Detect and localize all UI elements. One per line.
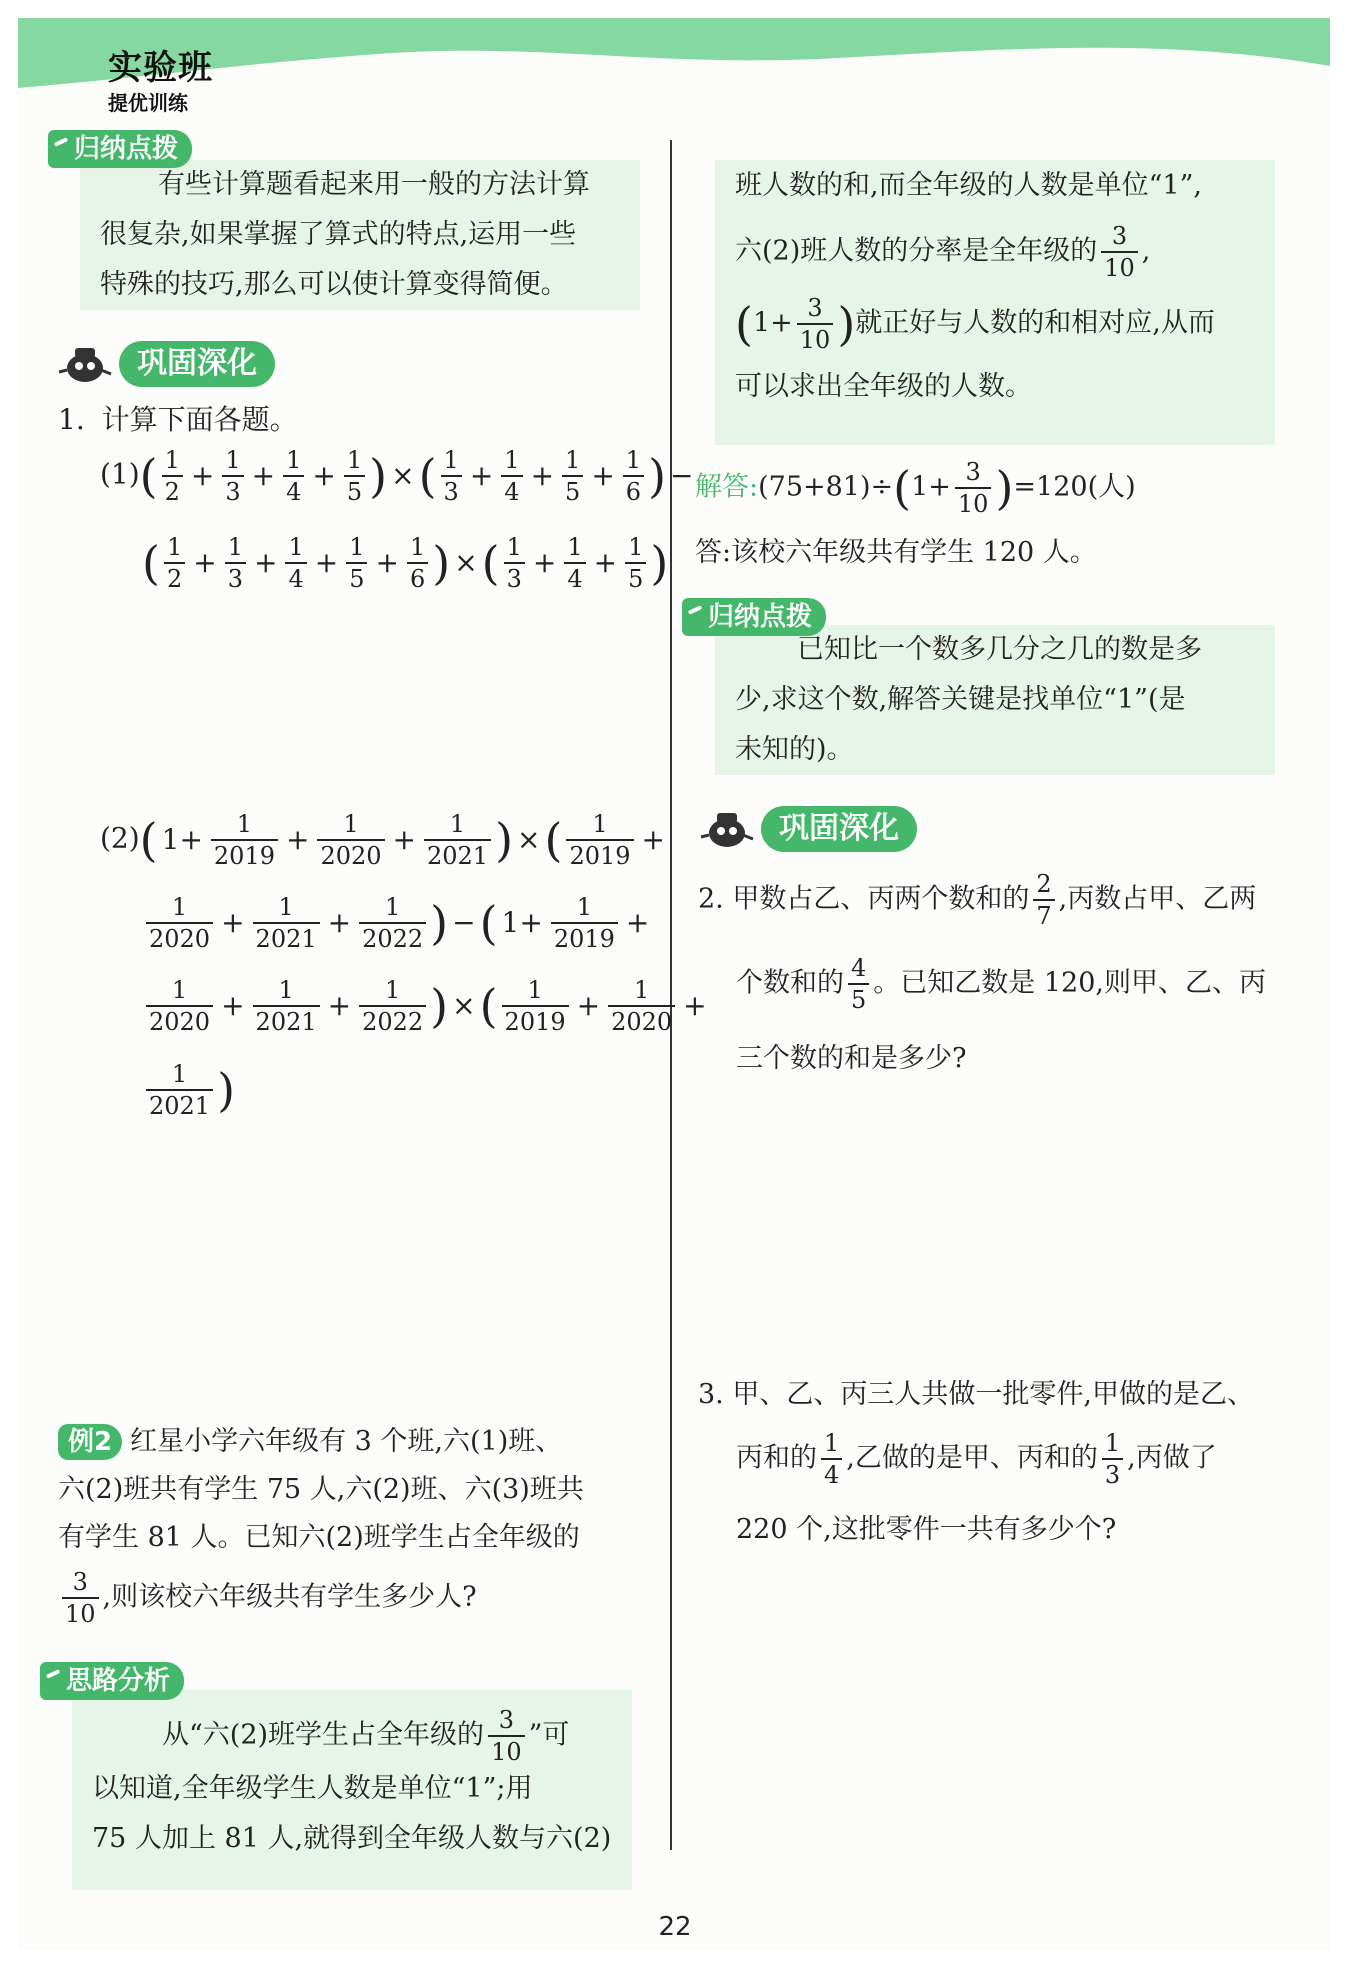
q2-text: 三个数的和是多少? (736, 1043, 967, 1074)
denominator: 3 (225, 562, 246, 591)
operator: × (517, 823, 541, 856)
parenthesis: ) (369, 449, 388, 503)
operator: 1+ (501, 906, 543, 939)
q2-text: 个数和的 (736, 967, 844, 999)
fraction (62, 1570, 99, 1626)
numerator: 3 (807, 294, 823, 322)
fraction (488, 1708, 525, 1764)
operator: + (314, 546, 339, 579)
numerator: 1 (227, 533, 243, 561)
numerator: 3 (1111, 222, 1128, 250)
parenthesis: ( (418, 449, 437, 503)
q1-part1-line1 (100, 448, 697, 504)
parenthesis: ) (432, 536, 451, 590)
denominator: 4 (564, 562, 585, 591)
denominator: 10 (488, 1735, 525, 1764)
denominator: 10 (955, 487, 992, 516)
solution-expr: 1+ (911, 471, 951, 503)
q1-part1-label: (1) (100, 457, 140, 491)
denominator: 4 (821, 1458, 842, 1487)
operator: + (591, 459, 615, 492)
denominator: 7 (1033, 899, 1054, 928)
analysis-line: 就正好与人数的和相对应,从而 (855, 307, 1215, 339)
fraction (317, 812, 384, 868)
series-subtitle: 提优训练 (108, 91, 188, 115)
analysis-line: 可以求出全年级的人数。 (735, 371, 1032, 402)
denominator: 2021 (253, 1005, 320, 1034)
numerator: 1 (567, 533, 583, 561)
fraction (504, 535, 525, 591)
numerator: 1 (504, 446, 520, 474)
numerator: 1 (278, 893, 294, 921)
fraction (1102, 1431, 1123, 1487)
fraction (222, 448, 243, 504)
analysis-line: 六(2)班人数的分率是全年级的 (735, 235, 1098, 267)
denominator: 10 (62, 1597, 99, 1626)
denominator: 2020 (146, 922, 213, 951)
numerator: 1 (171, 1060, 188, 1088)
q3-text: ,乙做的是甲、丙和的 (846, 1442, 1098, 1474)
denominator: 2019 (211, 839, 278, 868)
fraction (346, 535, 367, 591)
fraction (211, 812, 278, 868)
operator: + (469, 459, 494, 492)
numerator: 3 (498, 1706, 514, 1734)
example-line: 有学生 81 人。已知六(2)班学生占全年级的 (58, 1522, 580, 1553)
tip1-line: 很复杂,如果掌握了算式的特点,运用一些 (100, 219, 577, 250)
denominator: 4 (501, 475, 522, 504)
operator: + (683, 989, 707, 1022)
parenthesis: ) (837, 297, 856, 351)
fraction (623, 448, 644, 504)
parenthesis: ( (544, 813, 563, 867)
operator: × (452, 989, 476, 1022)
operator: + (593, 546, 618, 579)
operator: + (285, 823, 310, 856)
fraction (225, 535, 246, 591)
section-head-2 (697, 805, 917, 853)
tip-text-1 (100, 160, 590, 310)
fraction (608, 978, 675, 1034)
numerator: 4 (851, 954, 867, 982)
denominator: 2020 (146, 1005, 213, 1034)
numerator: 1 (343, 810, 359, 838)
question-3 (698, 1372, 1254, 1546)
fraction (164, 535, 185, 591)
denominator: 5 (625, 562, 646, 591)
tip-label-2: 归纳点拨 (682, 598, 826, 636)
parenthesis: ) (495, 813, 514, 867)
question-1 (58, 398, 298, 438)
numerator: 3 (965, 458, 981, 486)
operator: + (530, 459, 555, 492)
example-tag: 例2 (58, 1424, 122, 1460)
example-2 (58, 1418, 584, 1626)
numerator: 1 (346, 446, 363, 474)
numerator: 1 (1104, 1429, 1121, 1457)
analysis-expr: 1+ (752, 307, 793, 339)
operator: 1+ (161, 823, 203, 856)
fraction (162, 448, 183, 504)
denominator: 6 (407, 562, 428, 591)
q1-part1-line2 (142, 535, 668, 591)
example-line: 红星小学六年级有 3 个班,六(1)班、 (130, 1426, 563, 1457)
denominator: 5 (346, 562, 367, 591)
operator: + (221, 906, 245, 939)
q1-part2-line2 (142, 895, 653, 951)
tip1-line: 有些计算题看起来用一般的方法计算 (158, 169, 590, 200)
q2-text: 。已知乙数是 120,则甲、乙、丙 (873, 967, 1266, 999)
parenthesis: ) (217, 1063, 236, 1117)
numerator: 1 (278, 976, 294, 1004)
numerator: 1 (824, 1429, 840, 1457)
fraction (566, 812, 633, 868)
tip1-line: 特殊的技巧,那么可以使计算变得简便。 (100, 269, 568, 300)
q1-part2-line1 (100, 812, 669, 868)
denominator: 2020 (608, 1005, 675, 1034)
example-line: 六(2)班共有学生 75 人,六(2)班、六(3)班共 (58, 1474, 584, 1505)
solution-answer: 答:该校六年级共有学生 120 人。 (695, 537, 1097, 568)
fraction (344, 448, 365, 504)
denominator: 2021 (253, 922, 320, 951)
denominator: 3 (1102, 1458, 1123, 1487)
tip-text-2 (735, 625, 1202, 775)
parenthesis: ( (142, 536, 160, 590)
numerator: 3 (72, 1568, 88, 1596)
operator: × (454, 546, 478, 579)
analysis-line: , (1141, 235, 1151, 267)
fraction (1101, 224, 1138, 280)
operator: + (253, 546, 278, 579)
header-wave-band (18, 18, 1330, 108)
numerator: 1 (576, 893, 592, 921)
q3-text: 甲、乙、丙三人共做一批零件,甲做的是乙、 (732, 1379, 1254, 1410)
fraction (1033, 872, 1054, 928)
fraction (797, 296, 834, 352)
numerator: 1 (171, 893, 188, 921)
denominator: 3 (504, 562, 525, 591)
numerator: 1 (166, 533, 183, 561)
parenthesis: ) (430, 896, 449, 950)
tip2-line: 已知比一个数多几分之几的数是多 (797, 634, 1202, 665)
denominator: 2021 (146, 1089, 213, 1118)
denominator: 10 (1101, 251, 1138, 280)
q1-part2-label: (2) (100, 821, 140, 855)
solution (695, 460, 1136, 569)
operator: + (312, 459, 336, 492)
numerator: 1 (236, 810, 253, 838)
parenthesis: ) (995, 461, 1014, 515)
q3-text: 220 个,这批零件一共有多少个? (736, 1514, 1117, 1545)
numerator: 1 (625, 446, 642, 474)
operator: − (670, 459, 694, 492)
fraction (502, 978, 569, 1034)
fraction (146, 895, 213, 951)
parenthesis: ) (650, 536, 669, 590)
numerator: 1 (592, 810, 608, 838)
fraction (501, 448, 522, 504)
operator: + (641, 823, 665, 856)
fraction (407, 535, 428, 591)
operator: + (375, 546, 399, 579)
q1-part2-line3 (142, 978, 711, 1034)
fraction (253, 978, 320, 1034)
q1-number: 1. (58, 403, 85, 436)
q2-text: ,丙数占甲、乙两 (1058, 883, 1257, 915)
operator: + (392, 823, 416, 856)
question-2 (698, 872, 1266, 1075)
q1-part2-line4 (142, 1062, 235, 1118)
fraction (955, 460, 992, 516)
page-number: 22 (658, 1912, 692, 1942)
fraction (146, 978, 213, 1034)
analysis-line: 以知道,全年级学生人数是单位“1”;用 (92, 1773, 533, 1804)
analysis-line: 75 人加上 81 人,就得到全年级人数与六(2) (92, 1823, 612, 1854)
operator: + (190, 459, 215, 492)
denominator: 5 (562, 475, 583, 504)
denominator: 5 (344, 475, 365, 504)
operator: + (327, 989, 352, 1022)
parenthesis: ( (893, 461, 912, 515)
numerator: 1 (384, 893, 401, 921)
fraction (424, 812, 491, 868)
denominator: 2020 (317, 839, 384, 868)
solution-label: 解答: (695, 471, 759, 503)
numerator: 1 (286, 446, 302, 474)
operator: + (193, 546, 217, 579)
denominator: 2 (162, 475, 183, 504)
parenthesis: ( (481, 536, 500, 590)
analysis-label: 思路分析 (40, 1662, 184, 1700)
fraction (562, 448, 583, 504)
fraction (564, 535, 585, 591)
solution-expr: =120(人) (1013, 471, 1136, 503)
fraction (625, 535, 646, 591)
denominator: 10 (797, 323, 834, 352)
fraction (551, 895, 618, 951)
mascot-icon (55, 342, 113, 386)
fraction (359, 895, 426, 951)
fraction (285, 535, 306, 591)
parenthesis: ( (139, 813, 158, 867)
denominator: 2019 (502, 1005, 569, 1034)
q2-text: 甲数占乙、丙两个数和的 (732, 883, 1030, 915)
parenthesis: ) (648, 449, 667, 503)
parenthesis: ( (139, 449, 158, 503)
denominator: 3 (441, 475, 462, 504)
numerator: 1 (225, 446, 241, 474)
fraction (441, 448, 462, 504)
operator: + (221, 989, 245, 1022)
denominator: 5 (848, 983, 869, 1012)
numerator: 1 (527, 976, 543, 1004)
analysis-continued (735, 162, 1215, 403)
operator: × (391, 459, 415, 492)
analysis-text (92, 1708, 611, 1864)
operator: + (251, 459, 276, 492)
fraction (253, 895, 320, 951)
analysis-line: 从“六(2)班学生占全年级的 (162, 1719, 485, 1751)
denominator: 6 (623, 475, 644, 504)
operator: + (576, 989, 601, 1022)
parenthesis: ) (430, 979, 449, 1033)
fraction (146, 1062, 213, 1118)
numerator: 1 (171, 976, 188, 1004)
tip2-line: 未知的)。 (735, 734, 854, 765)
numerator: 1 (164, 446, 180, 474)
analysis-line: ”可 (528, 1719, 570, 1751)
operator: − (452, 906, 476, 939)
series-title: 实验班 (108, 48, 213, 88)
denominator: 2019 (566, 839, 633, 868)
numerator: 1 (565, 446, 581, 474)
parenthesis: ( (735, 297, 753, 351)
fraction (848, 956, 869, 1012)
mascot-icon (697, 807, 755, 851)
numerator: 1 (506, 533, 522, 561)
series-logo (108, 40, 213, 116)
operator: + (327, 906, 352, 939)
numerator: 1 (633, 976, 650, 1004)
numerator: 1 (384, 976, 401, 1004)
numerator: 1 (628, 533, 644, 561)
operator: + (625, 906, 650, 939)
denominator: 2021 (424, 839, 491, 868)
q3-text: 丙和的 (736, 1442, 817, 1474)
tip2-line: 少,求这个数,解答关键是找单位“1”(是 (735, 684, 1186, 715)
operator: + (532, 546, 557, 579)
example-tail: ,则该校六年级共有学生多少人? (102, 1581, 477, 1613)
q2-number: 2. (698, 883, 724, 915)
denominator: 4 (285, 562, 306, 591)
parenthesis: ( (479, 896, 498, 950)
tip-label-1: 归纳点拨 (48, 130, 192, 168)
numerator: 1 (288, 533, 304, 561)
parenthesis: ( (479, 979, 498, 1033)
fraction (283, 448, 304, 504)
numerator: 1 (449, 810, 466, 838)
denominator: 4 (283, 475, 304, 504)
denominator: 2019 (551, 922, 618, 951)
q3-text: ,丙做了 (1127, 1442, 1217, 1474)
numerator: 2 (1036, 870, 1052, 898)
numerator: 1 (443, 446, 459, 474)
section-title-1: 巩固深化 (119, 341, 275, 387)
numerator: 1 (349, 533, 365, 561)
denominator: 2022 (359, 922, 426, 951)
fraction (821, 1431, 842, 1487)
section-head-1 (55, 340, 275, 388)
denominator: 2 (164, 562, 185, 591)
solution-expr: (75+81)÷ (758, 471, 894, 503)
numerator: 1 (409, 533, 426, 561)
denominator: 2022 (359, 1005, 426, 1034)
q1-text: 计算下面各题。 (101, 403, 298, 436)
denominator: 3 (222, 475, 243, 504)
q3-number: 3. (698, 1379, 724, 1410)
section-title-2: 巩固深化 (761, 806, 917, 852)
fraction (359, 978, 426, 1034)
analysis-line: 班人数的和,而全年级的人数是单位“1”, (735, 170, 1202, 201)
